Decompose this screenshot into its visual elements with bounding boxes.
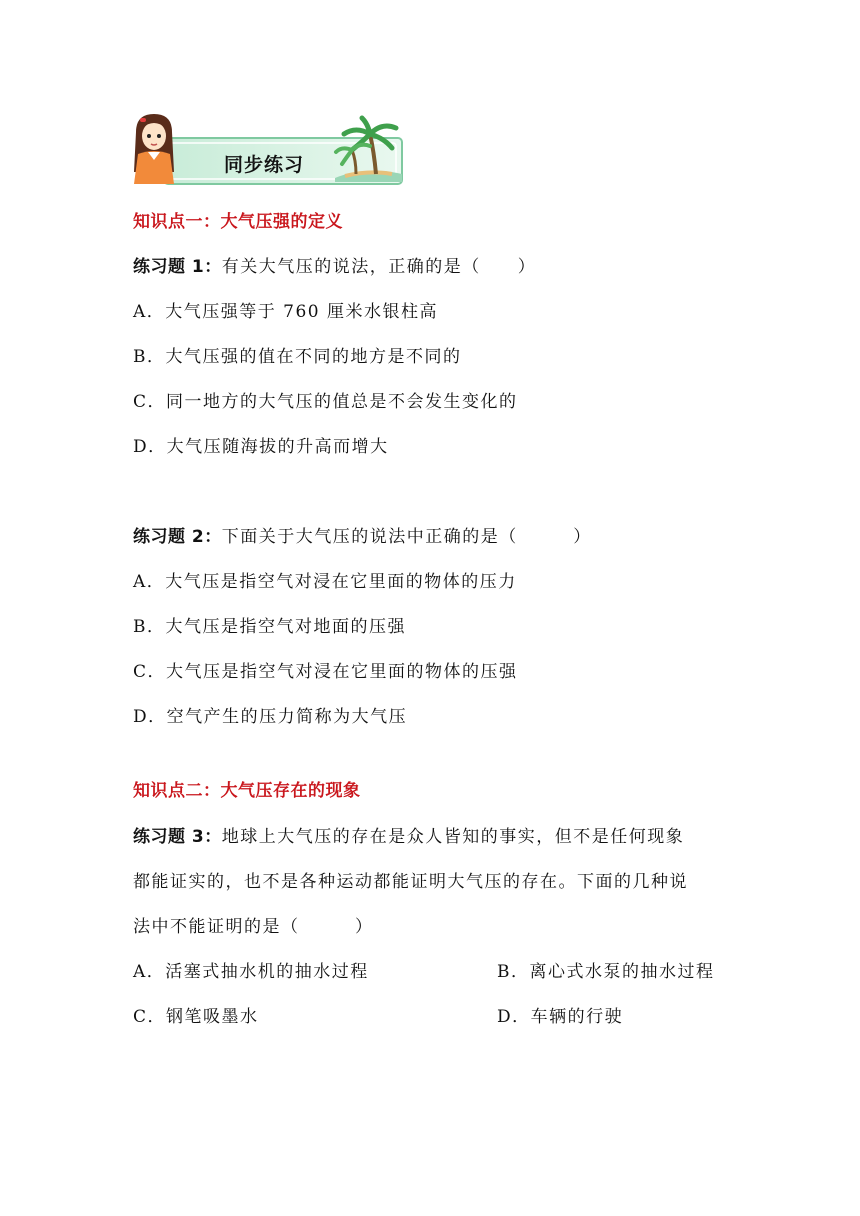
- section-banner: [130, 112, 406, 188]
- question-1-option-a: A．大气压强等于 760 厘米水银柱高: [133, 302, 439, 322]
- question-text: 地球上大气压的存在是众人皆知的事实，但不是任何现象: [221, 827, 685, 847]
- question-2-option-d: D．空气产生的压力简称为大气压: [133, 707, 408, 727]
- section-heading-2: 知识点二：大气压存在的现象: [133, 781, 361, 801]
- question-3-option-d: D．车辆的行驶: [497, 1007, 624, 1027]
- question-1-option-c: C．同一地方的大气压的值总是不会发生变化的: [133, 392, 518, 412]
- question-label: 练习题 2：: [133, 527, 222, 547]
- question-1-option-d: D．大气压随海拔的升高而增大: [133, 437, 389, 457]
- question-3-stem-line-2: 都能证实的，也不是各种运动都能证明大气压的存在。下面的几种说: [133, 872, 688, 892]
- question-3-option-b: B．离心式水泵的抽水过程: [497, 962, 715, 982]
- question-label: 练习题 1：: [133, 257, 222, 277]
- question-label: 练习题 3：: [133, 827, 222, 847]
- question-2-option-c: C．大气压是指空气对浸在它里面的物体的压强: [133, 662, 518, 682]
- question-3-stem-line-3: 法中不能证明的是（ ）: [133, 917, 374, 937]
- question-text: 有关大气压的说法，正确的是（ ）: [221, 257, 537, 277]
- question-2-option-b: B．大气压是指空气对地面的压强: [133, 617, 406, 637]
- question-1-stem: [133, 252, 536, 277]
- question-3-option-a: A．活塞式抽水机的抽水过程: [133, 962, 369, 982]
- question-2-option-a: A．大气压是指空气对浸在它里面的物体的压力: [133, 572, 517, 592]
- question-3-stem-line-1: [133, 822, 684, 847]
- section-heading-1: 知识点一：大气压强的定义: [133, 212, 343, 232]
- banner-title: 同步练习: [224, 154, 305, 176]
- question-2-stem: [133, 522, 592, 547]
- question-1-option-b: B．大气压强的值在不同的地方是不同的: [133, 347, 462, 367]
- question-3-option-c: C．钢笔吸墨水: [133, 1007, 259, 1027]
- question-text: 下面关于大气压的说法中正确的是（ ）: [221, 527, 592, 547]
